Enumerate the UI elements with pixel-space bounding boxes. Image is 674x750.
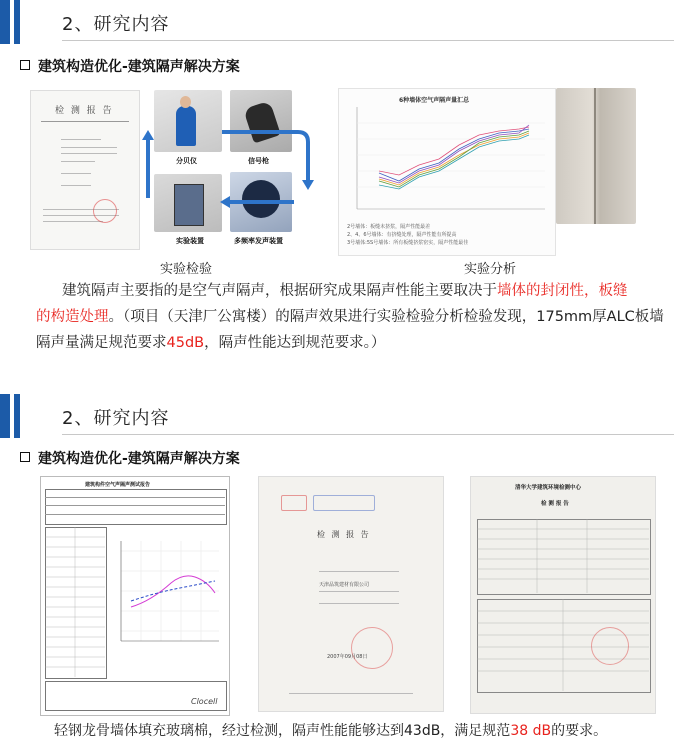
para-text: ，隔声性能达到规范要求。） (204, 335, 386, 351)
cnas-stamp-icon (313, 495, 375, 511)
report-document-thumb (30, 90, 140, 250)
bullet-square-icon (20, 452, 30, 462)
para-text: 。（项目（天津厂公寓楼）的隔声效果进行实验检验分析检验发现，175mm厚ALC板墙 (108, 309, 664, 325)
para-text: 建筑隔声主要指的是空气声隔声，根据研究成果隔声性能主要取决于 (62, 283, 497, 299)
chart-series-5 (379, 125, 529, 183)
section1-title: 2、研究内容 (62, 14, 170, 35)
chart-title: 6种墙体空气声隔声量汇总 (399, 97, 470, 104)
doc2-date: 2007年09月08日 (327, 654, 368, 660)
cycle-arrows-icon (140, 110, 320, 220)
photo-label-decibel: 分贝仪 (176, 157, 197, 165)
doc2-title: 检 测 报 告 (317, 530, 371, 539)
caption-highlight: 38 dB (510, 723, 552, 739)
para-highlight: 的构造处理 (36, 309, 109, 325)
section2-title: 2、研究内容 (62, 408, 170, 429)
doc1-brand-logo: Clocell (191, 697, 218, 706)
doc1-insulation-curve (111, 531, 223, 651)
section2-caption (54, 718, 674, 744)
red-seal-icon (351, 627, 393, 669)
caption-experiment-test: 实验检验 (160, 262, 213, 277)
section1-paragraph-line2 (36, 304, 674, 330)
chart-series-2 (379, 133, 529, 185)
chart-legend-notes (347, 223, 553, 246)
para-text: 隔声量满足规范要求 (36, 335, 167, 351)
section2-subtitle-text: 建筑构造优化-建筑隔声解决方案 (38, 451, 240, 467)
photo-wall-seam (556, 88, 636, 224)
caption-experiment-analysis: 实验分析 (464, 262, 517, 277)
doc-rule (41, 121, 129, 122)
red-seal-icon (93, 199, 117, 223)
para-highlight: 45dB (166, 335, 205, 351)
doc3-subtitle: 检 测 报 告 (541, 501, 569, 507)
doc3-table-top-lines (477, 519, 649, 593)
doc2-org: 天津品筑建材有限公司 (319, 582, 370, 588)
caption-text: 轻钢龙骨墙体填充玻璃棉，经过检测，隔声性能能够达到43dB，满足规范 (54, 723, 511, 739)
para-highlight: 墙体的封闭性，板缝 (497, 283, 628, 299)
chart-note-1: 2号墙体：板缝未挤浆，隔声性能最差 (347, 224, 431, 230)
section1-subtitle (20, 56, 240, 76)
header-bar-thin (14, 0, 20, 44)
bullet-square-icon (20, 60, 30, 70)
header-rule (62, 434, 674, 435)
photo-label-speaker: 多频率发声装置 (234, 237, 283, 245)
section2-subtitle (20, 448, 240, 468)
caption-text: 的要求。 (551, 723, 608, 739)
chart-note-3: 3号墙体:5S号墙体：所有板缝挤浆密实，隔声性能最佳 (347, 240, 469, 246)
sound-insulation-chart-panel (338, 88, 556, 256)
section1-paragraph-line3 (36, 330, 674, 356)
section1-subtitle-text: 建筑构造优化-建筑隔声解决方案 (38, 59, 240, 75)
header-bar-thick (0, 394, 10, 438)
test-report-sheet (40, 476, 230, 716)
doc3-title: 清华大学建筑环境检测中心 (515, 485, 582, 491)
photo-label-signal: 信号枪 (248, 157, 269, 165)
red-seal-icon (591, 627, 629, 665)
header-bar-thin (14, 394, 20, 438)
header-bar-thick (0, 0, 10, 44)
doc1-title: 建筑构件空气声隔声测试报告 (85, 482, 151, 488)
section1-paragraph (62, 278, 674, 304)
chart-series-6 (379, 131, 529, 187)
chart-series-4 (379, 135, 529, 189)
chart-note-2: 2、4、6号墙体：有挤缝处理，隔声性能有所提高 (347, 232, 457, 238)
doc1-info-grid (45, 489, 227, 525)
doc1-footer-block (45, 681, 227, 711)
inspection-report-cover (258, 476, 444, 712)
photo-label-device: 实验装置 (176, 237, 204, 245)
header-rule (62, 40, 674, 41)
tsinghua-report (470, 476, 656, 714)
doc1-table-lines (45, 527, 105, 677)
cma-stamp-icon (281, 495, 307, 511)
report-title: 检 测 报 告 (55, 106, 114, 116)
